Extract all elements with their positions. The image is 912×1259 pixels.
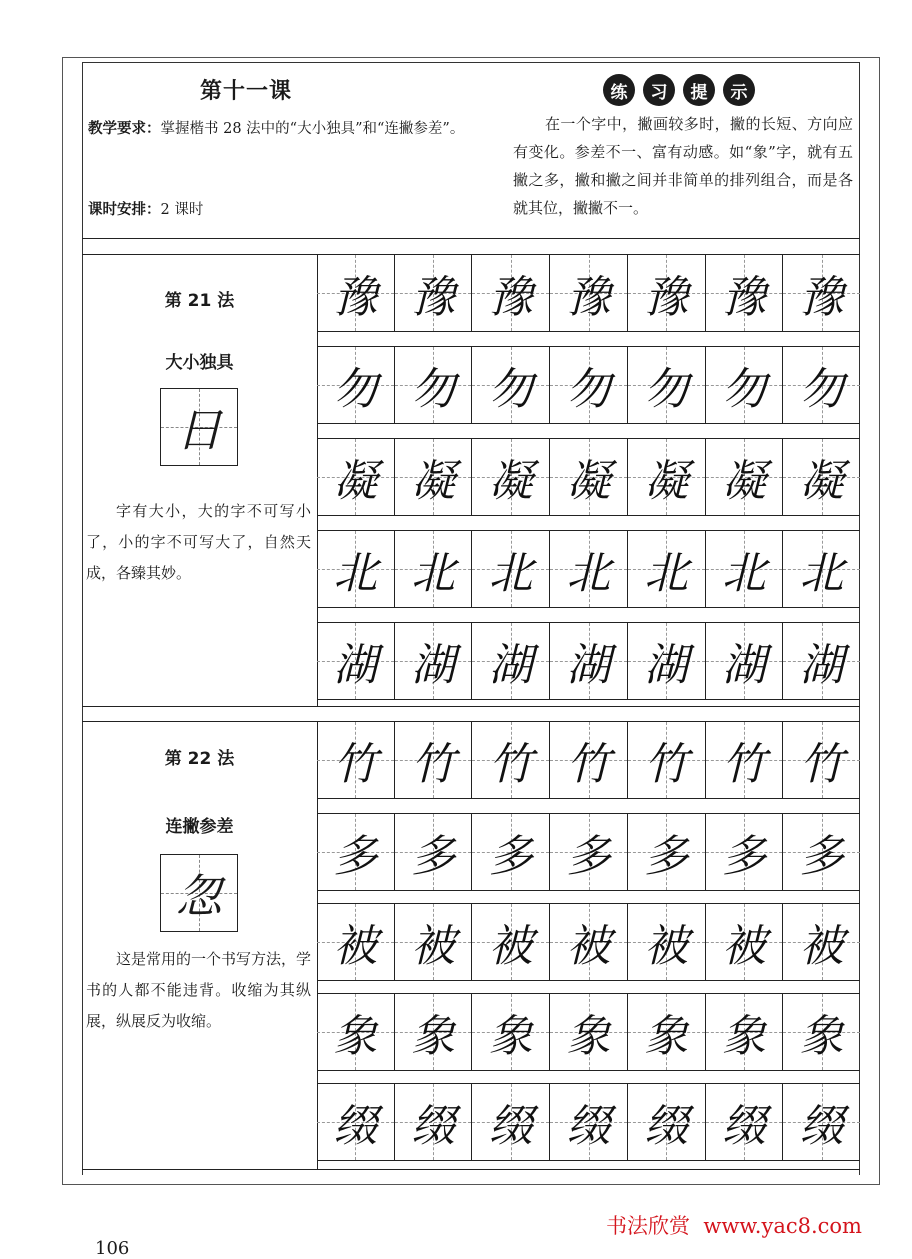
- practice-cell: [705, 722, 783, 798]
- rule-description: 字有大小，大的字不可写小了，小的字不可写大了，自然天成，各臻其妙。: [86, 502, 311, 582]
- practice-cell: [627, 439, 705, 515]
- practice-cell: [394, 904, 472, 980]
- practice-cell: [782, 623, 860, 699]
- practice-cell: [705, 623, 783, 699]
- practice-cell: [317, 904, 394, 980]
- practice-cell: [317, 347, 394, 423]
- practice-cell: [549, 531, 627, 607]
- rule-number: 第 22 法: [164, 749, 235, 769]
- practice-cell: [627, 255, 705, 331]
- schedule-text: 2 课时: [160, 202, 204, 218]
- practice-char: 多: [799, 831, 844, 882]
- practice-char: 北: [333, 548, 378, 599]
- tips-badge: 练: [603, 74, 635, 106]
- practice-char: 竹: [799, 739, 844, 790]
- content-bottom-line: [82, 1169, 860, 1170]
- practice-cell: [394, 255, 472, 331]
- practice-char: 竹: [721, 739, 766, 790]
- practice-cell: [471, 531, 549, 607]
- rule-number: 第 21 法: [164, 291, 235, 311]
- practice-char: 豫: [411, 272, 456, 323]
- practice-char: 北: [799, 548, 844, 599]
- practice-char: 多: [721, 831, 766, 882]
- practice-row: [317, 721, 860, 799]
- practice-row: [317, 903, 860, 981]
- example-char-box: [160, 854, 238, 932]
- practice-char: 豫: [488, 272, 533, 323]
- practice-char: 勿: [721, 364, 766, 415]
- practice-char: 缀: [488, 1101, 533, 1152]
- practice-char: 象: [799, 1011, 844, 1062]
- practice-cell: [627, 722, 705, 798]
- practice-char: 勿: [644, 364, 689, 415]
- practice-char: 湖: [799, 640, 844, 691]
- practice-cell: [549, 347, 627, 423]
- rule-description: 这是常用的一个书写方法，学书的人都不能违背。收缩为其纵展，纵展反为收缩。: [86, 950, 312, 1030]
- practice-char: 被: [799, 921, 844, 972]
- practice-char: 缀: [411, 1101, 456, 1152]
- practice-cell: [627, 1084, 705, 1160]
- practice-cell: [549, 439, 627, 515]
- practice-char: 被: [721, 921, 766, 972]
- practice-char: 豫: [799, 272, 844, 323]
- practice-cell: [705, 347, 783, 423]
- practice-char: 凝: [333, 456, 378, 507]
- section-divider-top: [82, 706, 860, 707]
- practice-tips-text: 在一个字中，撇画较多时，撇的长短、方向应有变化。参差不一、富有动感。如“象”字，就有五撇之多，撇和撇之间并非简单的排列组合，而是各就其位，撇撇不一。: [513, 115, 853, 217]
- practice-cell: [782, 347, 860, 423]
- practice-char: 缀: [644, 1101, 689, 1152]
- practice-char: 被: [488, 921, 533, 972]
- practice-cell: [394, 722, 472, 798]
- tips-badge: 提: [683, 74, 715, 106]
- practice-char: 多: [333, 831, 378, 882]
- practice-cell: [471, 1084, 549, 1160]
- practice-char: 象: [333, 1011, 378, 1062]
- practice-cell: [705, 904, 783, 980]
- practice-cell: [317, 994, 394, 1070]
- practice-cell: [627, 814, 705, 890]
- practice-char: 勿: [333, 364, 378, 415]
- practice-char: 豫: [644, 272, 689, 323]
- practice-char: 缀: [566, 1101, 611, 1152]
- practice-cell: [627, 347, 705, 423]
- practice-char: 湖: [333, 640, 378, 691]
- practice-cell: [471, 439, 549, 515]
- practice-char: 竹: [333, 739, 378, 790]
- practice-cell: [317, 439, 394, 515]
- practice-cell: [549, 255, 627, 331]
- practice-char: 多: [411, 831, 456, 882]
- practice-cell: [471, 904, 549, 980]
- practice-cell: [549, 722, 627, 798]
- practice-cell: [394, 994, 472, 1070]
- practice-char: 北: [566, 548, 611, 599]
- practice-char: 缀: [799, 1101, 844, 1152]
- practice-row: [317, 993, 860, 1071]
- practice-char: 勿: [799, 364, 844, 415]
- practice-char: 湖: [644, 640, 689, 691]
- practice-char: 缀: [333, 1101, 378, 1152]
- practice-cell: [549, 814, 627, 890]
- practice-char: 竹: [411, 739, 456, 790]
- practice-cell: [471, 255, 549, 331]
- practice-row: [317, 530, 860, 608]
- practice-cell: [549, 623, 627, 699]
- practice-cell: [782, 531, 860, 607]
- practice-char: 凝: [566, 456, 611, 507]
- practice-char: 凝: [721, 456, 766, 507]
- practice-char: 被: [566, 921, 611, 972]
- practice-cell: [549, 994, 627, 1070]
- practice-cell: [471, 623, 549, 699]
- practice-cell: [394, 531, 472, 607]
- practice-cell: [782, 1084, 860, 1160]
- practice-cell: [317, 814, 394, 890]
- class-schedule: [88, 198, 203, 219]
- practice-char: 湖: [566, 640, 611, 691]
- practice-char: 竹: [488, 739, 533, 790]
- practice-char: 凝: [411, 456, 456, 507]
- practice-char: 竹: [566, 739, 611, 790]
- practice-cell: [394, 1084, 472, 1160]
- practice-char: 被: [333, 921, 378, 972]
- practice-char: 多: [644, 831, 689, 882]
- practice-cell: [782, 904, 860, 980]
- practice-cell: [394, 814, 472, 890]
- practice-char: 象: [721, 1011, 766, 1062]
- practice-char: 被: [644, 921, 689, 972]
- practice-cell: [317, 623, 394, 699]
- practice-cell: [627, 994, 705, 1070]
- practice-cell: [317, 531, 394, 607]
- rule-name: 连撇参差: [165, 817, 234, 837]
- practice-cell: [782, 439, 860, 515]
- practice-char: 多: [566, 831, 611, 882]
- practice-cell: [782, 255, 860, 331]
- practice-cell: [549, 1084, 627, 1160]
- practice-char: 豫: [566, 272, 611, 323]
- practice-cell: [317, 722, 394, 798]
- practice-char: 北: [644, 548, 689, 599]
- practice-char: 湖: [488, 640, 533, 691]
- practice-char: 豫: [333, 272, 378, 323]
- practice-char: 湖: [411, 640, 456, 691]
- practice-cell: [394, 623, 472, 699]
- practice-cell: [705, 255, 783, 331]
- watermark: 书法欣赏 www.yac8.com: [606, 1214, 862, 1238]
- practice-char: 象: [411, 1011, 456, 1062]
- practice-char: 被: [411, 921, 456, 972]
- practice-row: [317, 813, 860, 891]
- practice-cell: [627, 623, 705, 699]
- practice-char: 勿: [411, 364, 456, 415]
- practice-cell: [705, 994, 783, 1070]
- practice-char: 多: [488, 831, 533, 882]
- practice-row: [317, 346, 860, 424]
- practice-char: 凝: [488, 456, 533, 507]
- practice-cell: [317, 255, 394, 331]
- practice-cell: [705, 439, 783, 515]
- rule-name: 大小独具: [165, 353, 234, 373]
- tips-badge: 示: [723, 74, 755, 106]
- practice-char: 象: [488, 1011, 533, 1062]
- practice-row: [317, 622, 860, 700]
- practice-cell: [705, 814, 783, 890]
- example-char: 日: [176, 403, 222, 457]
- page-number: 106: [95, 1238, 130, 1259]
- practice-cell: [627, 531, 705, 607]
- practice-cell: [317, 1084, 394, 1160]
- practice-char: 凝: [799, 456, 844, 507]
- practice-char: 北: [721, 548, 766, 599]
- practice-cell: [627, 904, 705, 980]
- practice-char: 凝: [644, 456, 689, 507]
- practice-char: 湖: [721, 640, 766, 691]
- practice-cell: [471, 722, 549, 798]
- practice-cell: [782, 814, 860, 890]
- practice-cell: [394, 439, 472, 515]
- requirement-text: 掌握楷书 28 法中的“大小独具”和“连撇参差”。: [160, 121, 465, 137]
- practice-tips-heading: [603, 74, 755, 106]
- practice-cell: [394, 347, 472, 423]
- practice-cell: [471, 994, 549, 1070]
- practice-cell: [549, 904, 627, 980]
- practice-char: 豫: [721, 272, 766, 323]
- lesson-title: 第十一课: [200, 79, 293, 104]
- practice-row: [317, 1083, 860, 1161]
- practice-cell: [705, 1084, 783, 1160]
- practice-row: [317, 254, 860, 332]
- practice-cell: [471, 814, 549, 890]
- example-char: 忽: [176, 869, 222, 923]
- practice-cell: [471, 347, 549, 423]
- practice-cell: [782, 994, 860, 1070]
- header-divider-top: [82, 238, 860, 239]
- practice-char: 勿: [488, 364, 533, 415]
- requirement-label: 教学要求：: [88, 121, 161, 137]
- practice-char: 北: [488, 548, 533, 599]
- practice-char: 象: [566, 1011, 611, 1062]
- practice-char: 象: [644, 1011, 689, 1062]
- practice-char: 竹: [644, 739, 689, 790]
- teaching-requirement: [88, 114, 468, 144]
- practice-char: 勿: [566, 364, 611, 415]
- practice-char: 缀: [721, 1101, 766, 1152]
- practice-cell: [782, 722, 860, 798]
- example-char-box: [160, 388, 238, 466]
- schedule-label: 课时安排：: [88, 202, 161, 218]
- tips-badge: 习: [643, 74, 675, 106]
- practice-cell: [705, 531, 783, 607]
- practice-row: [317, 438, 860, 516]
- practice-char: 北: [411, 548, 456, 599]
